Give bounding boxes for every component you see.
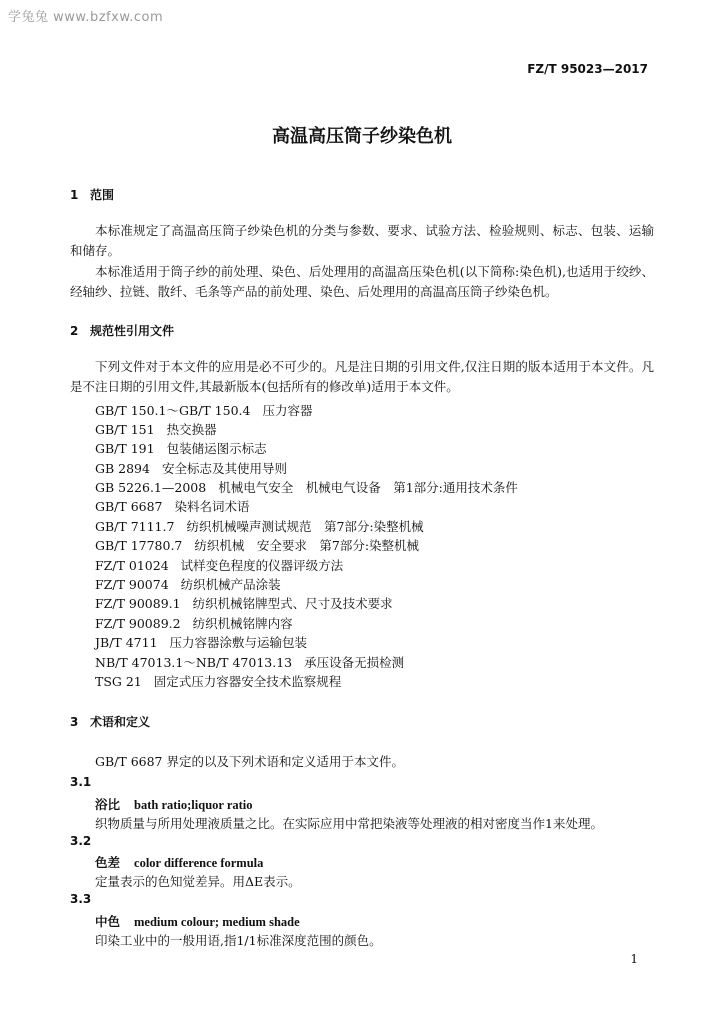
term-definition: 定量表示的色知觉差异。用ΔE表示。 (95, 874, 301, 889)
reference-code: FZ/T 90074 (95, 577, 169, 592)
term-zh: 浴比 (95, 797, 121, 812)
term-number: 3.2 (70, 834, 92, 848)
reference-title: 纺织机械 安全要求 第7部分:染整机械 (194, 538, 420, 553)
section-3-intro: GB/T 6687 界定的以及下列术语和定义适用于本文件。 (95, 754, 404, 769)
term-definition: 织物质量与所用处理液质量之比。在实际应用中常把染液等处理液的相对密度当作1来处理。 (95, 816, 603, 831)
term-en: color difference formula (134, 856, 264, 870)
reference-item (95, 614, 293, 632)
reference-title: 压力容器涂敷与运输包装 (169, 635, 308, 650)
section-number: 3 (70, 715, 79, 729)
reference-item (95, 594, 393, 612)
reference-title: 机械电气安全 机械电气设备 第1部分:通用技术条件 (218, 480, 518, 495)
reference-code: GB/T 150.1～GB/T 150.4 (95, 403, 251, 418)
reference-item (95, 536, 419, 554)
reference-item (95, 517, 424, 535)
section-2-intro: 下列文件对于本文件的应用是必不可少的。凡是注日期的引用文件,仅注日期的版本适用于本文件。凡是不注日期的引用文件,其最新版本(包括所有的修改单)适用于本文件。 (70, 359, 654, 394)
section-2-heading (70, 322, 174, 339)
term-zh: 中色 (95, 914, 121, 929)
reference-code: JB/T 4711 (95, 635, 158, 650)
reference-item (95, 459, 287, 477)
term-heading (95, 795, 253, 813)
term-number: 3.3 (70, 892, 92, 906)
reference-code: TSG 21 (95, 674, 142, 689)
section-1-paragraph-2: 本标准适用于筒子纱的前处理、染色、后处理用的高温高压染色机(以下简称:染色机),也适用于绞纱、经轴纱、拉链、散纤、毛条等产品的前处理、染色、后处理用的高温高压筒子纱染色机。 (70, 264, 654, 299)
term-number: 3.1 (70, 775, 92, 789)
reference-code: GB/T 17780.7 (95, 538, 183, 553)
reference-item (95, 439, 267, 457)
section-1-heading (70, 186, 114, 203)
reference-code: GB/T 6687 (95, 499, 163, 514)
section-title: 规范性引用文件 (90, 324, 175, 338)
standard-code: FZ/T 95023—2017 (527, 62, 648, 76)
reference-code: GB/T 191 (95, 441, 155, 456)
section-number: 1 (70, 188, 79, 202)
reference-title: 安全标志及其使用导则 (161, 461, 287, 476)
page-number: 1 (630, 952, 638, 966)
reference-code: GB 5226.1—2008 (95, 480, 207, 495)
reference-title: 压力容器 (262, 403, 313, 418)
document-title: 高温高压筒子纱染色机 (272, 126, 452, 147)
reference-item (95, 497, 250, 515)
section-title: 范围 (90, 188, 115, 202)
reference-title: 固定式压力容器安全技术监察规程 (153, 674, 342, 689)
reference-title: 纺织机械产品涂装 (180, 577, 281, 592)
reference-item (95, 401, 312, 419)
reference-title: 包装储运图示标志 (166, 441, 267, 456)
reference-code: FZ/T 90089.1 (95, 596, 181, 611)
reference-title: 纺织机械噪声测试规范 第7部分:染整机械 (186, 519, 424, 534)
reference-item (95, 653, 404, 671)
reference-code: FZ/T 90089.2 (95, 616, 181, 631)
reference-title: 纺织机械铭牌型式、尺寸及技术要求 (192, 596, 393, 611)
reference-title: 纺织机械铭牌内容 (192, 616, 293, 631)
reference-code: GB 2894 (95, 461, 150, 476)
reference-item (95, 478, 518, 496)
term-zh: 色差 (95, 855, 121, 870)
reference-code: NB/T 47013.1～NB/T 47013.13 (95, 655, 293, 670)
reference-item (95, 556, 343, 574)
reference-title: 试样变色程度的仪器评级方法 (180, 558, 344, 573)
section-title: 术语和定义 (90, 715, 151, 729)
term-en: bath ratio;liquor ratio (134, 798, 253, 812)
reference-item (95, 575, 281, 593)
section-1-paragraph-1: 本标准规定了高温高压筒子纱染色机的分类与参数、要求、试验方法、检验规则、标志、包装、运输和储存。 (70, 223, 654, 258)
term-definition: 印染工业中的一般用语,指1/1标准深度范围的颜色。 (95, 933, 382, 948)
term-en: medium colour; medium shade (134, 915, 300, 929)
section-number: 2 (70, 324, 79, 338)
reference-title: 染料名词术语 (174, 499, 250, 514)
reference-code: GB/T 151 (95, 422, 155, 437)
section-3-heading (70, 713, 150, 730)
term-heading (95, 912, 300, 930)
reference-title: 承压设备无损检测 (304, 655, 405, 670)
reference-item (95, 672, 341, 690)
reference-item (95, 420, 217, 438)
reference-code: FZ/T 01024 (95, 558, 169, 573)
reference-item (95, 633, 307, 651)
watermark: 学兔兔 www.bzfxw.com (8, 10, 164, 25)
reference-title: 热交换器 (166, 422, 217, 437)
term-heading (95, 853, 263, 871)
reference-code: GB/T 7111.7 (95, 519, 175, 534)
